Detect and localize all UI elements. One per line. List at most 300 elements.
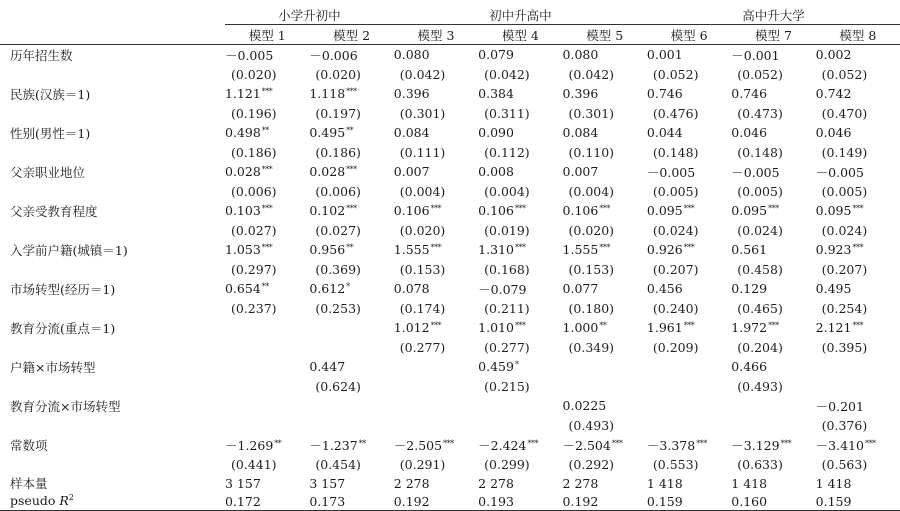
se-label-blank — [0, 416, 225, 436]
coefficient-value: 0.028 — [309, 164, 346, 180]
stat-value-cell: 0.192 — [563, 492, 647, 511]
coefficient-value: 0.102 — [309, 203, 346, 219]
coefficient-cell — [563, 84, 647, 104]
coefficient-value: 0.080 — [393, 47, 430, 63]
coefficient-value: －1.237 — [309, 437, 358, 453]
coefficient-cell — [563, 396, 647, 416]
coefficient-value: －0.201 — [815, 398, 864, 414]
model-header-5: 模型 5 — [563, 25, 647, 45]
standard-error-cell: (0.395) — [821, 339, 868, 355]
coefficient-value: 1.010 — [478, 320, 514, 336]
coefficient-cell — [225, 201, 309, 221]
significance-stars: *** — [864, 438, 876, 448]
standard-error-cell — [563, 377, 647, 397]
coefficient-cell — [647, 45, 731, 65]
model-header-2: 模型 2 — [309, 25, 393, 45]
standard-error-cell: (0.153) — [568, 261, 615, 277]
coefficient-cell — [309, 201, 393, 221]
coefficient-cell — [816, 318, 900, 338]
coefficient-cell — [731, 435, 815, 455]
significance-stars: *** — [261, 243, 273, 253]
standard-error-row — [0, 182, 900, 202]
standard-error-cell: (0.476) — [652, 105, 699, 121]
coefficient-cell — [731, 318, 815, 338]
coefficient-value: 1.012 — [393, 320, 430, 336]
standard-error-cell: (0.207) — [652, 261, 699, 277]
stat-label-variable: R — [59, 493, 69, 509]
coefficient-cell — [309, 45, 393, 65]
pseudo-r2-row — [0, 492, 900, 511]
standard-error-cell: (0.277) — [484, 339, 530, 355]
coefficient-cell — [816, 240, 900, 260]
coefficient-cell — [394, 240, 478, 260]
coefficient-row — [0, 357, 900, 377]
stat-value-cell: 0.192 — [394, 492, 478, 511]
coefficient-value: 0.384 — [478, 86, 514, 102]
standard-error-cell: (0.299) — [484, 456, 530, 472]
standard-error-cell: (0.020) — [315, 66, 361, 82]
coefficient-value: 0.084 — [562, 125, 599, 141]
coefficient-value: 0.466 — [731, 359, 768, 375]
standard-error-cell: (0.052) — [737, 66, 783, 82]
sample-size-row — [0, 474, 900, 492]
coefficient-value: 0.084 — [393, 125, 430, 141]
coefficient-value: －0.005 — [225, 47, 274, 63]
variable-label: 教育分流×市场转型 — [10, 398, 121, 414]
coefficient-value: 2.121 — [815, 320, 852, 336]
standard-error-cell: (0.254) — [821, 300, 868, 316]
significance-stars: ** — [346, 126, 354, 136]
standard-error-cell: (0.006) — [231, 183, 277, 199]
significance-stars: *** — [346, 87, 357, 97]
standard-error-cell: (0.624) — [315, 378, 361, 394]
variable-label: 父亲职业地位 — [10, 164, 86, 180]
stat-value-cell: 2 278 — [393, 475, 430, 491]
coefficient-cell — [647, 318, 731, 338]
significance-stars: *** — [430, 204, 442, 214]
coefficient-value: 0.095 — [731, 203, 768, 219]
standard-error-cell: (0.024) — [737, 222, 783, 238]
standard-error-cell: (0.020) — [568, 222, 615, 238]
standard-error-row — [0, 455, 900, 475]
stat-value-cell: 1 418 — [815, 475, 852, 491]
standard-error-cell: (0.441) — [231, 456, 277, 472]
coefficient-row — [0, 84, 900, 104]
significance-stars: *** — [514, 321, 526, 331]
coefficient-value: 0.007 — [393, 164, 430, 180]
coefficient-value: 0.028 — [225, 164, 261, 180]
coefficient-value: －0.079 — [478, 281, 527, 297]
coefficient-cell — [563, 162, 647, 182]
standard-error-cell: (0.253) — [315, 300, 361, 316]
standard-error-cell: (0.196) — [231, 105, 277, 121]
group-header-primary-to-junior: 小学升初中 — [225, 0, 394, 25]
coefficient-cell — [731, 279, 815, 299]
significance-stars: * — [514, 360, 519, 370]
standard-error-row — [0, 65, 900, 85]
coefficient-cell — [394, 357, 478, 377]
standard-error-cell: (0.005) — [821, 183, 868, 199]
standard-error-cell: (0.027) — [315, 222, 361, 238]
coefficient-row — [0, 318, 900, 338]
coefficient-cell — [816, 357, 900, 377]
coefficient-cell — [309, 435, 393, 455]
coefficient-value: 0.129 — [731, 281, 768, 297]
significance-stars: *** — [683, 243, 695, 253]
coefficient-cell — [731, 123, 815, 143]
coefficient-value: 0.046 — [815, 125, 852, 141]
standard-error-cell: (0.301) — [568, 105, 615, 121]
coefficient-cell — [816, 84, 900, 104]
coefficient-value: －0.001 — [731, 47, 780, 63]
coefficient-cell — [647, 279, 731, 299]
coefficient-value: －1.269 — [225, 437, 274, 453]
standard-error-cell — [394, 377, 478, 397]
coefficient-cell — [731, 240, 815, 260]
coefficient-value: 0.495 — [309, 125, 346, 141]
coefficient-value: 0.080 — [562, 47, 599, 63]
coefficient-cell — [731, 201, 815, 221]
significance-stars: *** — [261, 165, 273, 175]
standard-error-cell — [225, 338, 309, 358]
coefficient-value: 0.498 — [225, 125, 261, 141]
coefficient-cell — [563, 279, 647, 299]
model-header-corner — [0, 25, 225, 45]
coefficient-value: －0.006 — [309, 47, 358, 63]
coefficient-value: 0.106 — [478, 203, 514, 219]
standard-error-cell: (0.376) — [821, 417, 868, 433]
coefficient-value: 0.396 — [393, 86, 430, 102]
standard-error-cell: (0.301) — [399, 105, 446, 121]
stat-value-cell: 0.159 — [816, 492, 900, 511]
standard-error-cell: (0.052) — [821, 66, 868, 82]
stat-label — [0, 492, 225, 511]
significance-stars: *** — [527, 438, 538, 448]
coefficient-row — [0, 123, 900, 143]
standard-error-row — [0, 338, 900, 358]
coefficient-cell — [478, 279, 562, 299]
standard-error-row — [0, 221, 900, 241]
standard-error-cell: (0.237) — [231, 300, 277, 316]
corner-cell — [0, 0, 225, 25]
se-label-blank — [0, 299, 225, 319]
standard-error-cell: (0.297) — [231, 261, 277, 277]
standard-error-cell: (0.004) — [484, 183, 530, 199]
coefficient-value: 0.001 — [646, 47, 683, 63]
coefficient-cell — [394, 84, 478, 104]
stat-value-cell: 0.160 — [731, 492, 815, 511]
group-header-row — [0, 0, 900, 25]
coefficient-value: 0.078 — [393, 281, 430, 297]
coefficient-cell — [731, 162, 815, 182]
coefficient-cell — [225, 162, 309, 182]
stat-value-cell: 2 278 — [478, 475, 514, 491]
group-header-junior-to-senior: 初中升高中 — [394, 0, 647, 25]
coefficient-row — [0, 396, 900, 416]
coefficient-cell — [394, 396, 478, 416]
coefficient-value: 0.002 — [815, 47, 852, 63]
coefficient-cell — [816, 201, 900, 221]
stat-value-cell: 1 418 — [731, 475, 768, 491]
standard-error-cell: (0.211) — [484, 300, 530, 316]
variable-label: 常数项 — [10, 437, 48, 453]
coefficient-value: 0.079 — [478, 47, 514, 63]
coefficient-value: 0.456 — [646, 281, 683, 297]
significance-stars: *** — [852, 204, 863, 214]
coefficient-row — [0, 240, 900, 260]
significance-stars: *** — [514, 243, 526, 253]
coefficient-cell — [478, 318, 562, 338]
significance-stars: *** — [514, 204, 526, 214]
standard-error-row — [0, 104, 900, 124]
standard-error-cell: (0.006) — [315, 183, 361, 199]
variable-label: 民族(汉族＝1) — [10, 86, 91, 102]
standard-error-cell: (0.019) — [484, 222, 530, 238]
coefficient-cell — [309, 162, 393, 182]
coefficient-cell — [731, 45, 815, 65]
standard-error-cell: (0.149) — [821, 144, 868, 160]
coefficient-cell — [394, 435, 478, 455]
standard-error-cell: (0.465) — [737, 300, 783, 316]
group-header-senior-to-college: 高中升大学 — [647, 0, 900, 25]
model-header-1: 模型 1 — [225, 25, 309, 45]
coefficient-value: 0.746 — [646, 86, 683, 102]
standard-error-cell: (0.004) — [568, 183, 615, 199]
significance-stars: *** — [599, 204, 610, 214]
coefficient-cell — [478, 357, 562, 377]
stat-label-superscript: 2 — [68, 493, 74, 503]
coefficient-cell — [478, 240, 562, 260]
standard-error-row — [0, 260, 900, 280]
model-header-4: 模型 4 — [478, 25, 562, 45]
coefficient-value: 0.095 — [815, 203, 852, 219]
coefficient-cell — [647, 435, 731, 455]
coefficient-cell — [309, 279, 393, 299]
coefficient-value: 0.561 — [731, 242, 768, 258]
significance-stars: *** — [430, 243, 442, 253]
coefficient-cell — [816, 45, 900, 65]
coefficient-cell — [563, 435, 647, 455]
coefficient-value: 1.310 — [478, 242, 514, 258]
coefficient-value: 1.118 — [309, 86, 346, 102]
se-label-blank — [0, 377, 225, 397]
standard-error-cell — [309, 416, 393, 436]
coefficient-value: 0.495 — [815, 281, 852, 297]
se-label-blank — [0, 104, 225, 124]
standard-error-row — [0, 299, 900, 319]
standard-error-cell: (0.291) — [399, 456, 446, 472]
stat-value-cell: 0.193 — [478, 492, 562, 511]
model-header-6: 模型 6 — [647, 25, 731, 45]
significance-stars: ** — [261, 126, 269, 136]
standard-error-cell: (0.204) — [737, 339, 783, 355]
standard-error-cell: (0.277) — [399, 339, 446, 355]
coefficient-cell — [647, 357, 731, 377]
stat-value-cell: 3 157 — [309, 475, 346, 491]
coefficient-cell — [731, 396, 815, 416]
coefficient-value: －3.129 — [731, 437, 780, 453]
coefficient-cell — [309, 357, 393, 377]
standard-error-cell: (0.470) — [821, 105, 868, 121]
coefficient-cell — [647, 123, 731, 143]
significance-stars: *** — [852, 243, 863, 253]
standard-error-cell — [647, 416, 731, 436]
variable-label: 历年招生数 — [10, 47, 73, 63]
coefficient-cell — [478, 162, 562, 182]
coefficient-cell — [647, 84, 731, 104]
coefficient-cell — [731, 357, 815, 377]
coefficient-value: －2.424 — [478, 437, 527, 453]
stat-value-cell: 0.159 — [647, 492, 731, 511]
significance-stars: *** — [261, 204, 273, 214]
coefficient-value: 0.926 — [646, 242, 683, 258]
coefficient-cell — [225, 240, 309, 260]
model-header-row — [0, 25, 900, 45]
coefficient-cell — [478, 123, 562, 143]
coefficient-value: －0.005 — [815, 164, 864, 180]
standard-error-cell: (0.052) — [652, 66, 699, 82]
coefficient-cell — [816, 279, 900, 299]
significance-stars: *** — [443, 438, 454, 448]
model-header-7: 模型 7 — [731, 25, 815, 45]
coefficient-value: 1.555 — [393, 242, 430, 258]
coefficient-value: 0.746 — [731, 86, 768, 102]
coefficient-value: 0.007 — [562, 164, 599, 180]
coefficient-cell — [563, 45, 647, 65]
significance-stars: ** — [261, 282, 269, 292]
standard-error-cell: (0.292) — [568, 456, 615, 472]
variable-label: 入学前户籍(城镇＝1) — [10, 242, 128, 258]
significance-stars: * — [346, 282, 350, 292]
significance-stars: ** — [346, 243, 354, 253]
standard-error-row — [0, 377, 900, 397]
coefficient-value: 0.106 — [393, 203, 430, 219]
coefficient-value: 0.077 — [562, 281, 599, 297]
significance-stars: ** — [599, 321, 607, 331]
standard-error-cell: (0.633) — [737, 456, 783, 472]
standard-error-cell: (0.186) — [315, 144, 361, 160]
coefficient-value: －3.378 — [646, 437, 696, 453]
significance-stars: *** — [683, 321, 695, 331]
coefficient-cell — [225, 357, 309, 377]
coefficient-cell — [816, 435, 900, 455]
standard-error-cell: (0.042) — [399, 66, 446, 82]
significance-stars: *** — [346, 165, 357, 175]
standard-error-cell: (0.020) — [231, 66, 277, 82]
coefficient-cell — [225, 318, 309, 338]
coefficient-value: 1.000 — [562, 320, 599, 336]
coefficient-cell — [394, 318, 478, 338]
coefficient-cell — [225, 279, 309, 299]
standard-error-cell: (0.553) — [652, 456, 699, 472]
coefficient-cell — [309, 318, 393, 338]
standard-error-cell: (0.148) — [652, 144, 699, 160]
standard-error-cell: (0.473) — [737, 105, 783, 121]
coefficient-value: 0.654 — [225, 281, 261, 297]
coefficient-value: 1.121 — [225, 86, 261, 102]
coefficient-cell — [816, 396, 900, 416]
coefficient-value: 0.459 — [478, 359, 514, 375]
coefficient-cell — [225, 435, 309, 455]
stat-value-cell: 0.173 — [309, 492, 393, 511]
coefficient-value: 0.923 — [815, 242, 852, 258]
standard-error-cell: (0.042) — [484, 66, 530, 82]
coefficient-value: 0.447 — [309, 359, 346, 375]
coefficient-cell — [309, 240, 393, 260]
coefficient-cell — [478, 201, 562, 221]
standard-error-cell: (0.493) — [568, 417, 615, 433]
coefficient-value: －2.504 — [562, 437, 611, 453]
coefficient-cell — [478, 84, 562, 104]
se-label-blank — [0, 65, 225, 85]
coefficient-cell — [563, 123, 647, 143]
coefficient-cell — [394, 123, 478, 143]
significance-stars: *** — [261, 87, 273, 97]
coefficient-value: －2.505 — [393, 437, 443, 453]
coefficient-value: －3.410 — [815, 437, 864, 453]
se-label-blank — [0, 260, 225, 280]
standard-error-cell — [309, 338, 393, 358]
standard-error-cell: (0.349) — [568, 339, 615, 355]
significance-stars: *** — [768, 204, 779, 214]
stat-label: 样本量 — [10, 476, 48, 491]
coefficient-value: 1.961 — [646, 320, 683, 336]
significance-stars: *** — [611, 438, 623, 448]
se-label-blank — [0, 143, 225, 163]
variable-label: 户籍×市场转型 — [10, 359, 96, 375]
significance-stars: *** — [696, 438, 707, 448]
coefficient-row — [0, 435, 900, 455]
variable-label: 教育分流(重点＝1) — [10, 320, 116, 336]
standard-error-cell — [731, 416, 815, 436]
standard-error-cell: (0.153) — [399, 261, 446, 277]
standard-error-cell: (0.042) — [568, 66, 615, 82]
coefficient-value: 1.053 — [225, 242, 261, 258]
coefficient-value: 0.103 — [225, 203, 261, 219]
standard-error-cell: (0.027) — [231, 222, 277, 238]
coefficient-cell — [563, 357, 647, 377]
variable-label: 市场转型(经历＝1) — [10, 281, 116, 297]
standard-error-cell: (0.148) — [737, 144, 783, 160]
coefficient-cell — [647, 162, 731, 182]
coefficient-cell — [731, 84, 815, 104]
coefficient-cell — [563, 240, 647, 260]
se-label-blank — [0, 338, 225, 358]
significance-stars: *** — [768, 321, 779, 331]
coefficient-row — [0, 45, 900, 65]
coefficient-cell — [563, 318, 647, 338]
standard-error-cell: (0.111) — [399, 144, 446, 160]
coefficient-value: 1.972 — [731, 320, 768, 336]
coefficient-cell — [647, 201, 731, 221]
standard-error-cell: (0.369) — [315, 261, 361, 277]
standard-error-cell: (0.110) — [568, 144, 615, 160]
coefficient-value: 0.044 — [646, 125, 683, 141]
stat-label-text: pseudo — [10, 493, 60, 509]
significance-stars: ** — [358, 438, 366, 448]
standard-error-cell: (0.209) — [652, 339, 699, 355]
coefficient-cell — [225, 396, 309, 416]
standard-error-cell: (0.174) — [399, 300, 446, 316]
standard-error-cell — [647, 377, 731, 397]
standard-error-cell: (0.186) — [231, 144, 277, 160]
coefficient-cell — [394, 162, 478, 182]
coefficient-row — [0, 201, 900, 221]
standard-error-cell — [478, 416, 562, 436]
coefficient-value: 0.956 — [309, 242, 346, 258]
standard-error-cell: (0.005) — [652, 183, 699, 199]
se-label-blank — [0, 182, 225, 202]
